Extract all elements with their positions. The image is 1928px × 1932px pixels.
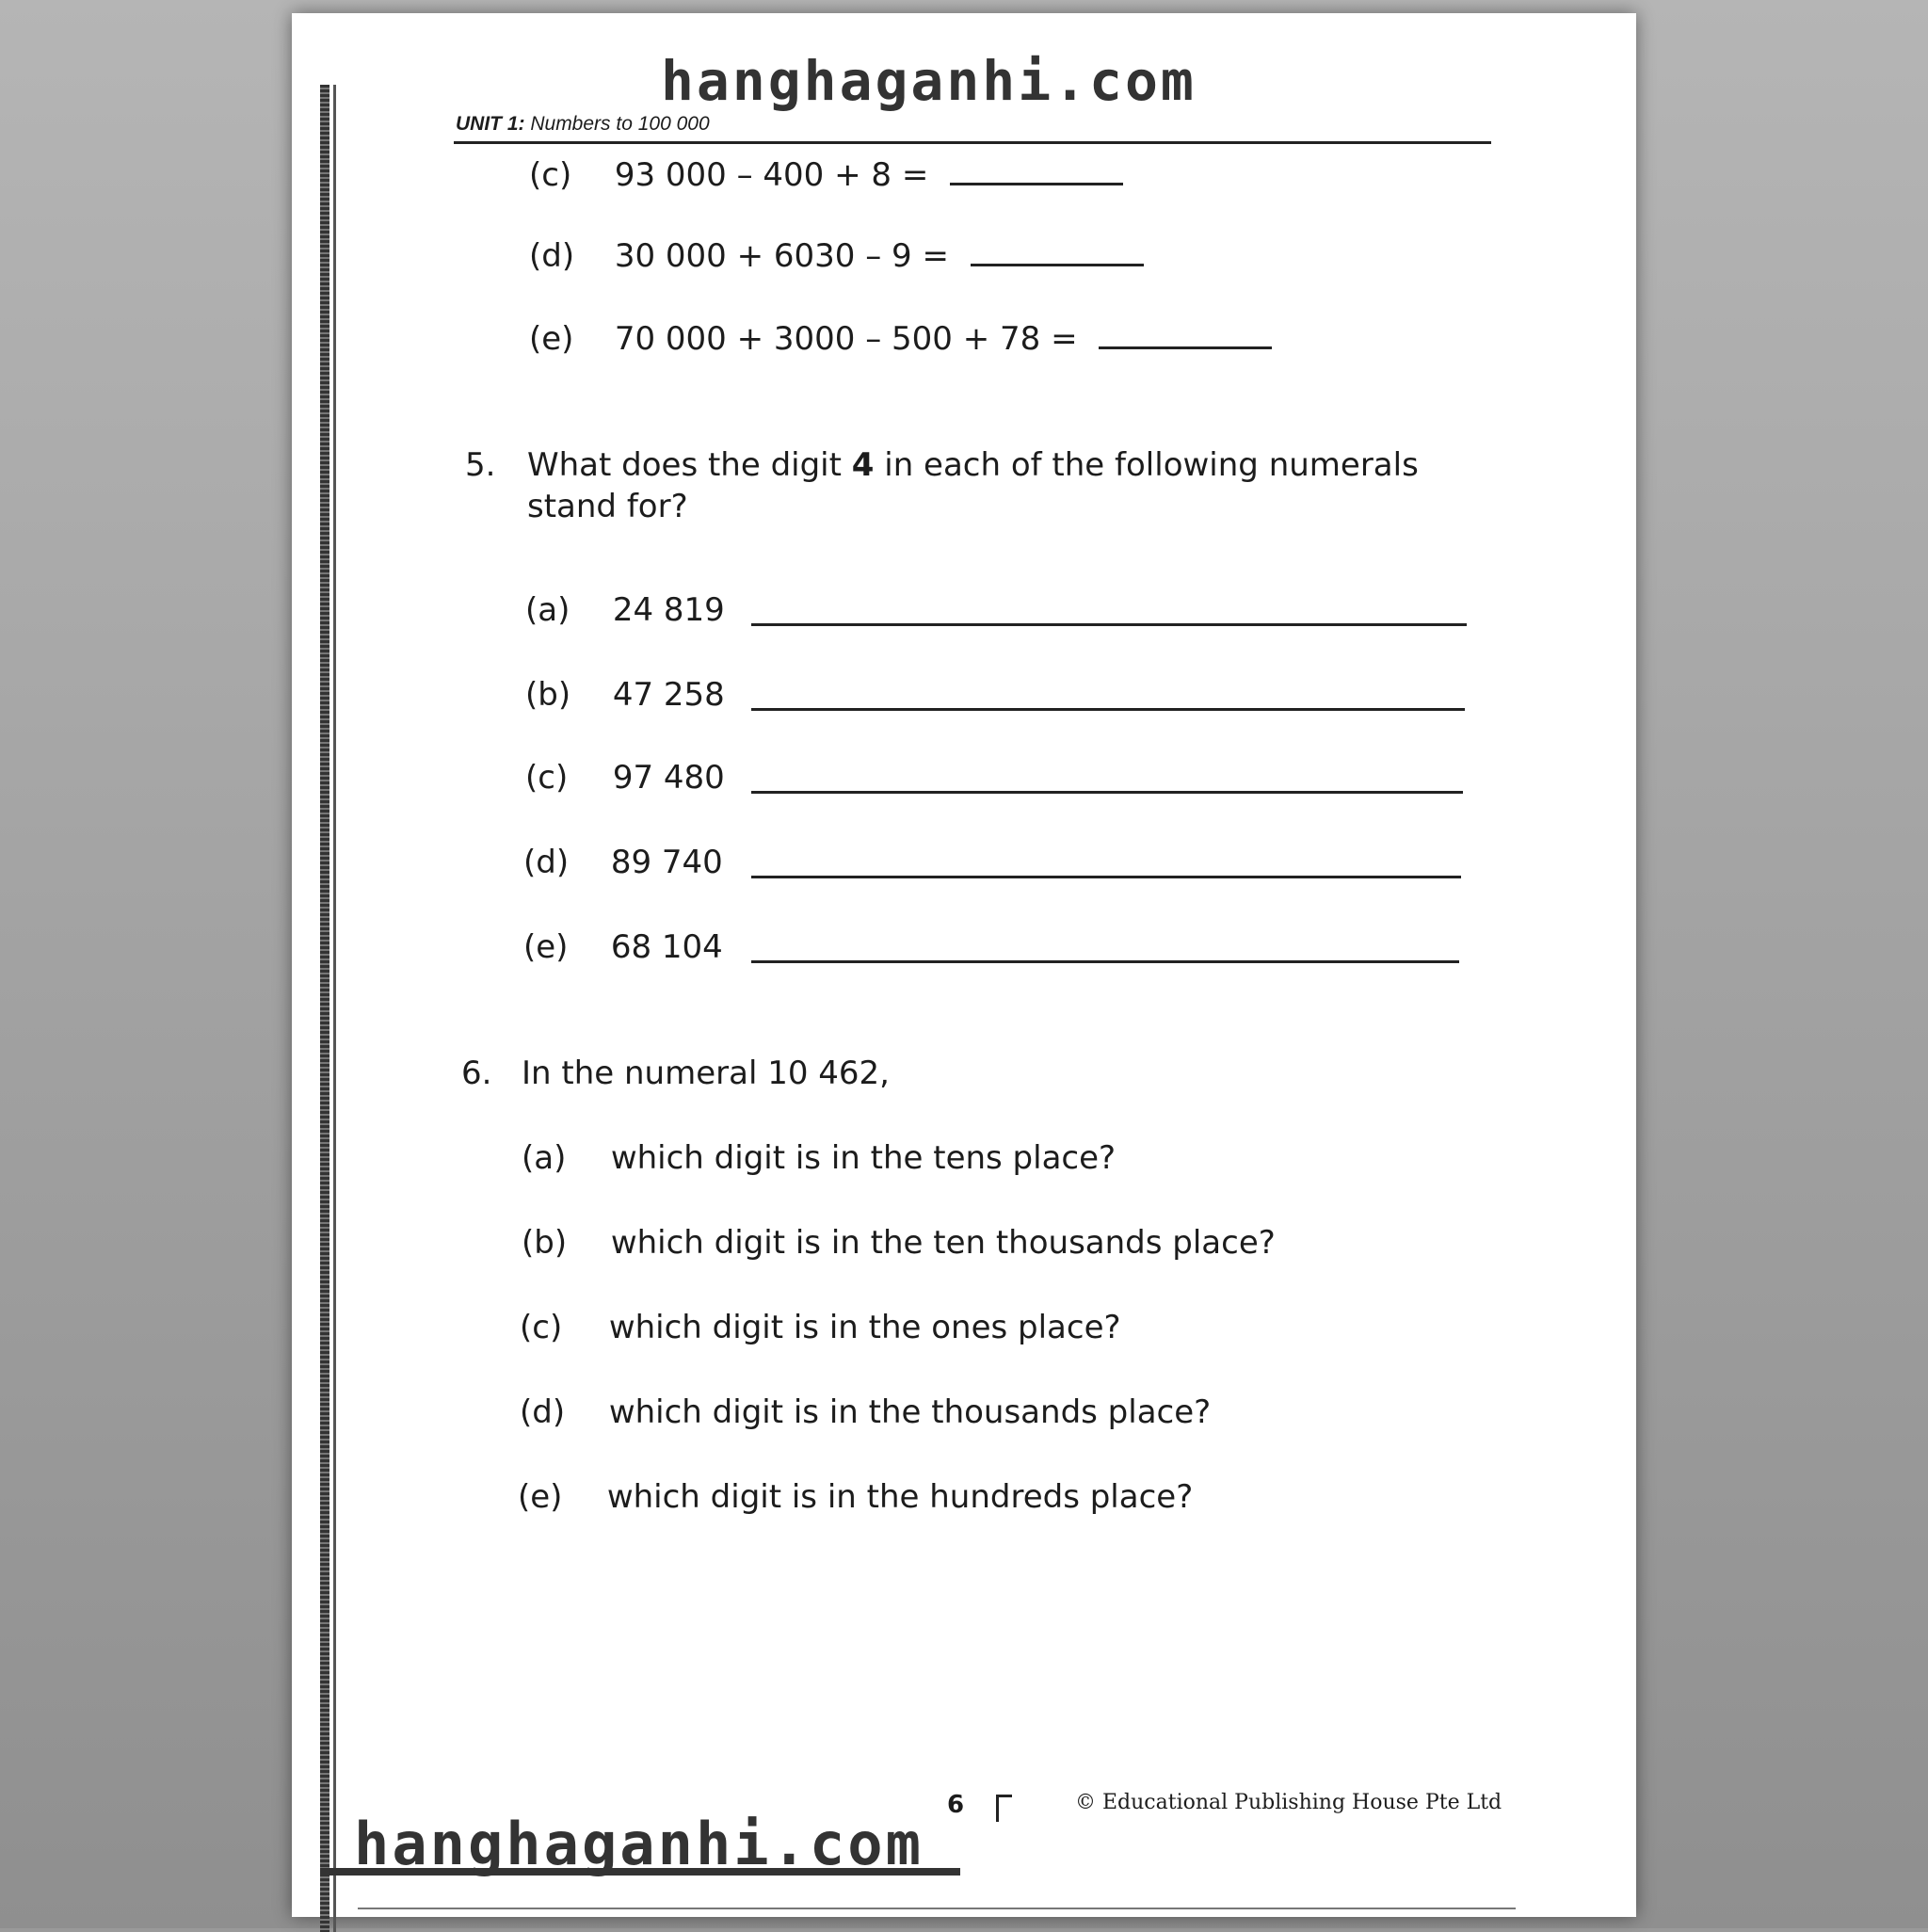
worksheet-page <box>292 13 1636 1917</box>
answer-blank[interactable] <box>950 177 1123 185</box>
answer-line[interactable] <box>751 623 1467 626</box>
answer-blank[interactable] <box>1099 341 1272 349</box>
watermark-top: hanghaganhi.com <box>661 49 1197 113</box>
q5-part-c <box>525 759 725 797</box>
q6-part-text: which digit is in the thousands place? <box>608 1393 1212 1431</box>
q5-question-line1 <box>527 446 1419 484</box>
page-number: 6 <box>947 1791 965 1819</box>
q5-part-label: (d) <box>523 844 570 881</box>
q5-part-a <box>525 591 725 629</box>
q6-part-text: which digit is in the hundreds place? <box>606 1478 1194 1516</box>
q4-part-c <box>529 156 1123 194</box>
q4-part-expression: 70 000 + 3000 – 500 + 78 = <box>614 320 1078 358</box>
header-rule <box>454 141 1491 144</box>
q6-question: In the numeral 10 462, <box>522 1055 890 1092</box>
q4-part-d <box>529 237 1144 275</box>
q5-part-value: 24 819 <box>612 591 725 629</box>
page-binding-line <box>333 85 336 1932</box>
q6-part-b <box>522 1224 1276 1262</box>
q6-part-text: which digit is in the ten thousands place? <box>610 1224 1276 1262</box>
q4-part-expression: 30 000 + 6030 – 9 = <box>614 237 949 275</box>
answer-line[interactable] <box>751 791 1463 794</box>
q5-question-line2: stand for? <box>527 488 688 525</box>
q4-part-label: (c) <box>529 156 572 194</box>
q5-text-part: in each of the following numerals <box>874 446 1419 484</box>
unit-title <box>456 113 710 136</box>
page-binding-edge <box>320 85 329 1932</box>
q6-part-label: (a) <box>522 1139 567 1177</box>
q5-text-part: What does the digit <box>527 446 852 484</box>
unit-label: UNIT 1: <box>456 113 525 135</box>
answer-blank[interactable] <box>971 258 1144 266</box>
q6-part-a <box>522 1139 1116 1177</box>
q5-part-b <box>525 676 725 714</box>
q6-part-e <box>518 1478 1193 1516</box>
q6-part-label: (d) <box>520 1393 566 1431</box>
q4-part-expression: 93 000 – 400 + 8 = <box>614 156 929 194</box>
unit-name: Numbers to 100 000 <box>530 113 710 135</box>
q5-part-label: (e) <box>523 928 569 966</box>
answer-line[interactable] <box>751 960 1459 963</box>
q5-bold-digit: 4 <box>851 446 875 484</box>
q6-part-label: (b) <box>522 1224 568 1262</box>
q5-part-d <box>523 844 723 881</box>
bottom-rule <box>358 1908 1516 1909</box>
q4-part-label: (d) <box>529 237 575 275</box>
q5-part-value: 47 258 <box>612 676 725 714</box>
q4-part-e <box>529 320 1272 358</box>
copyright-notice: © Educational Publishing House Pte Ltd <box>1075 1791 1502 1814</box>
q4-part-label: (e) <box>529 320 574 358</box>
q6-part-text: which digit is in the tens place? <box>610 1139 1117 1177</box>
answer-line[interactable] <box>751 708 1465 711</box>
q6-part-d <box>520 1393 1211 1431</box>
q5-part-value: 89 740 <box>610 844 723 881</box>
q6-part-c <box>520 1309 1121 1346</box>
q5-part-label: (b) <box>525 676 571 714</box>
q5-part-e <box>523 928 723 966</box>
answer-line[interactable] <box>751 876 1461 878</box>
q6-number: 6. <box>461 1055 492 1092</box>
q5-part-label: (c) <box>525 759 569 797</box>
q5-part-label: (a) <box>525 591 570 629</box>
q6-part-label: (e) <box>518 1478 563 1516</box>
q5-part-value: 97 480 <box>612 759 725 797</box>
watermark-bottom: hanghaganhi.com <box>354 1810 924 1878</box>
page-corner-bracket <box>996 1795 1012 1822</box>
q6-part-label: (c) <box>520 1309 563 1346</box>
q5-part-value: 68 104 <box>610 928 723 966</box>
q5-number: 5. <box>465 446 496 484</box>
q6-part-text: which digit is in the ones place? <box>608 1309 1121 1346</box>
